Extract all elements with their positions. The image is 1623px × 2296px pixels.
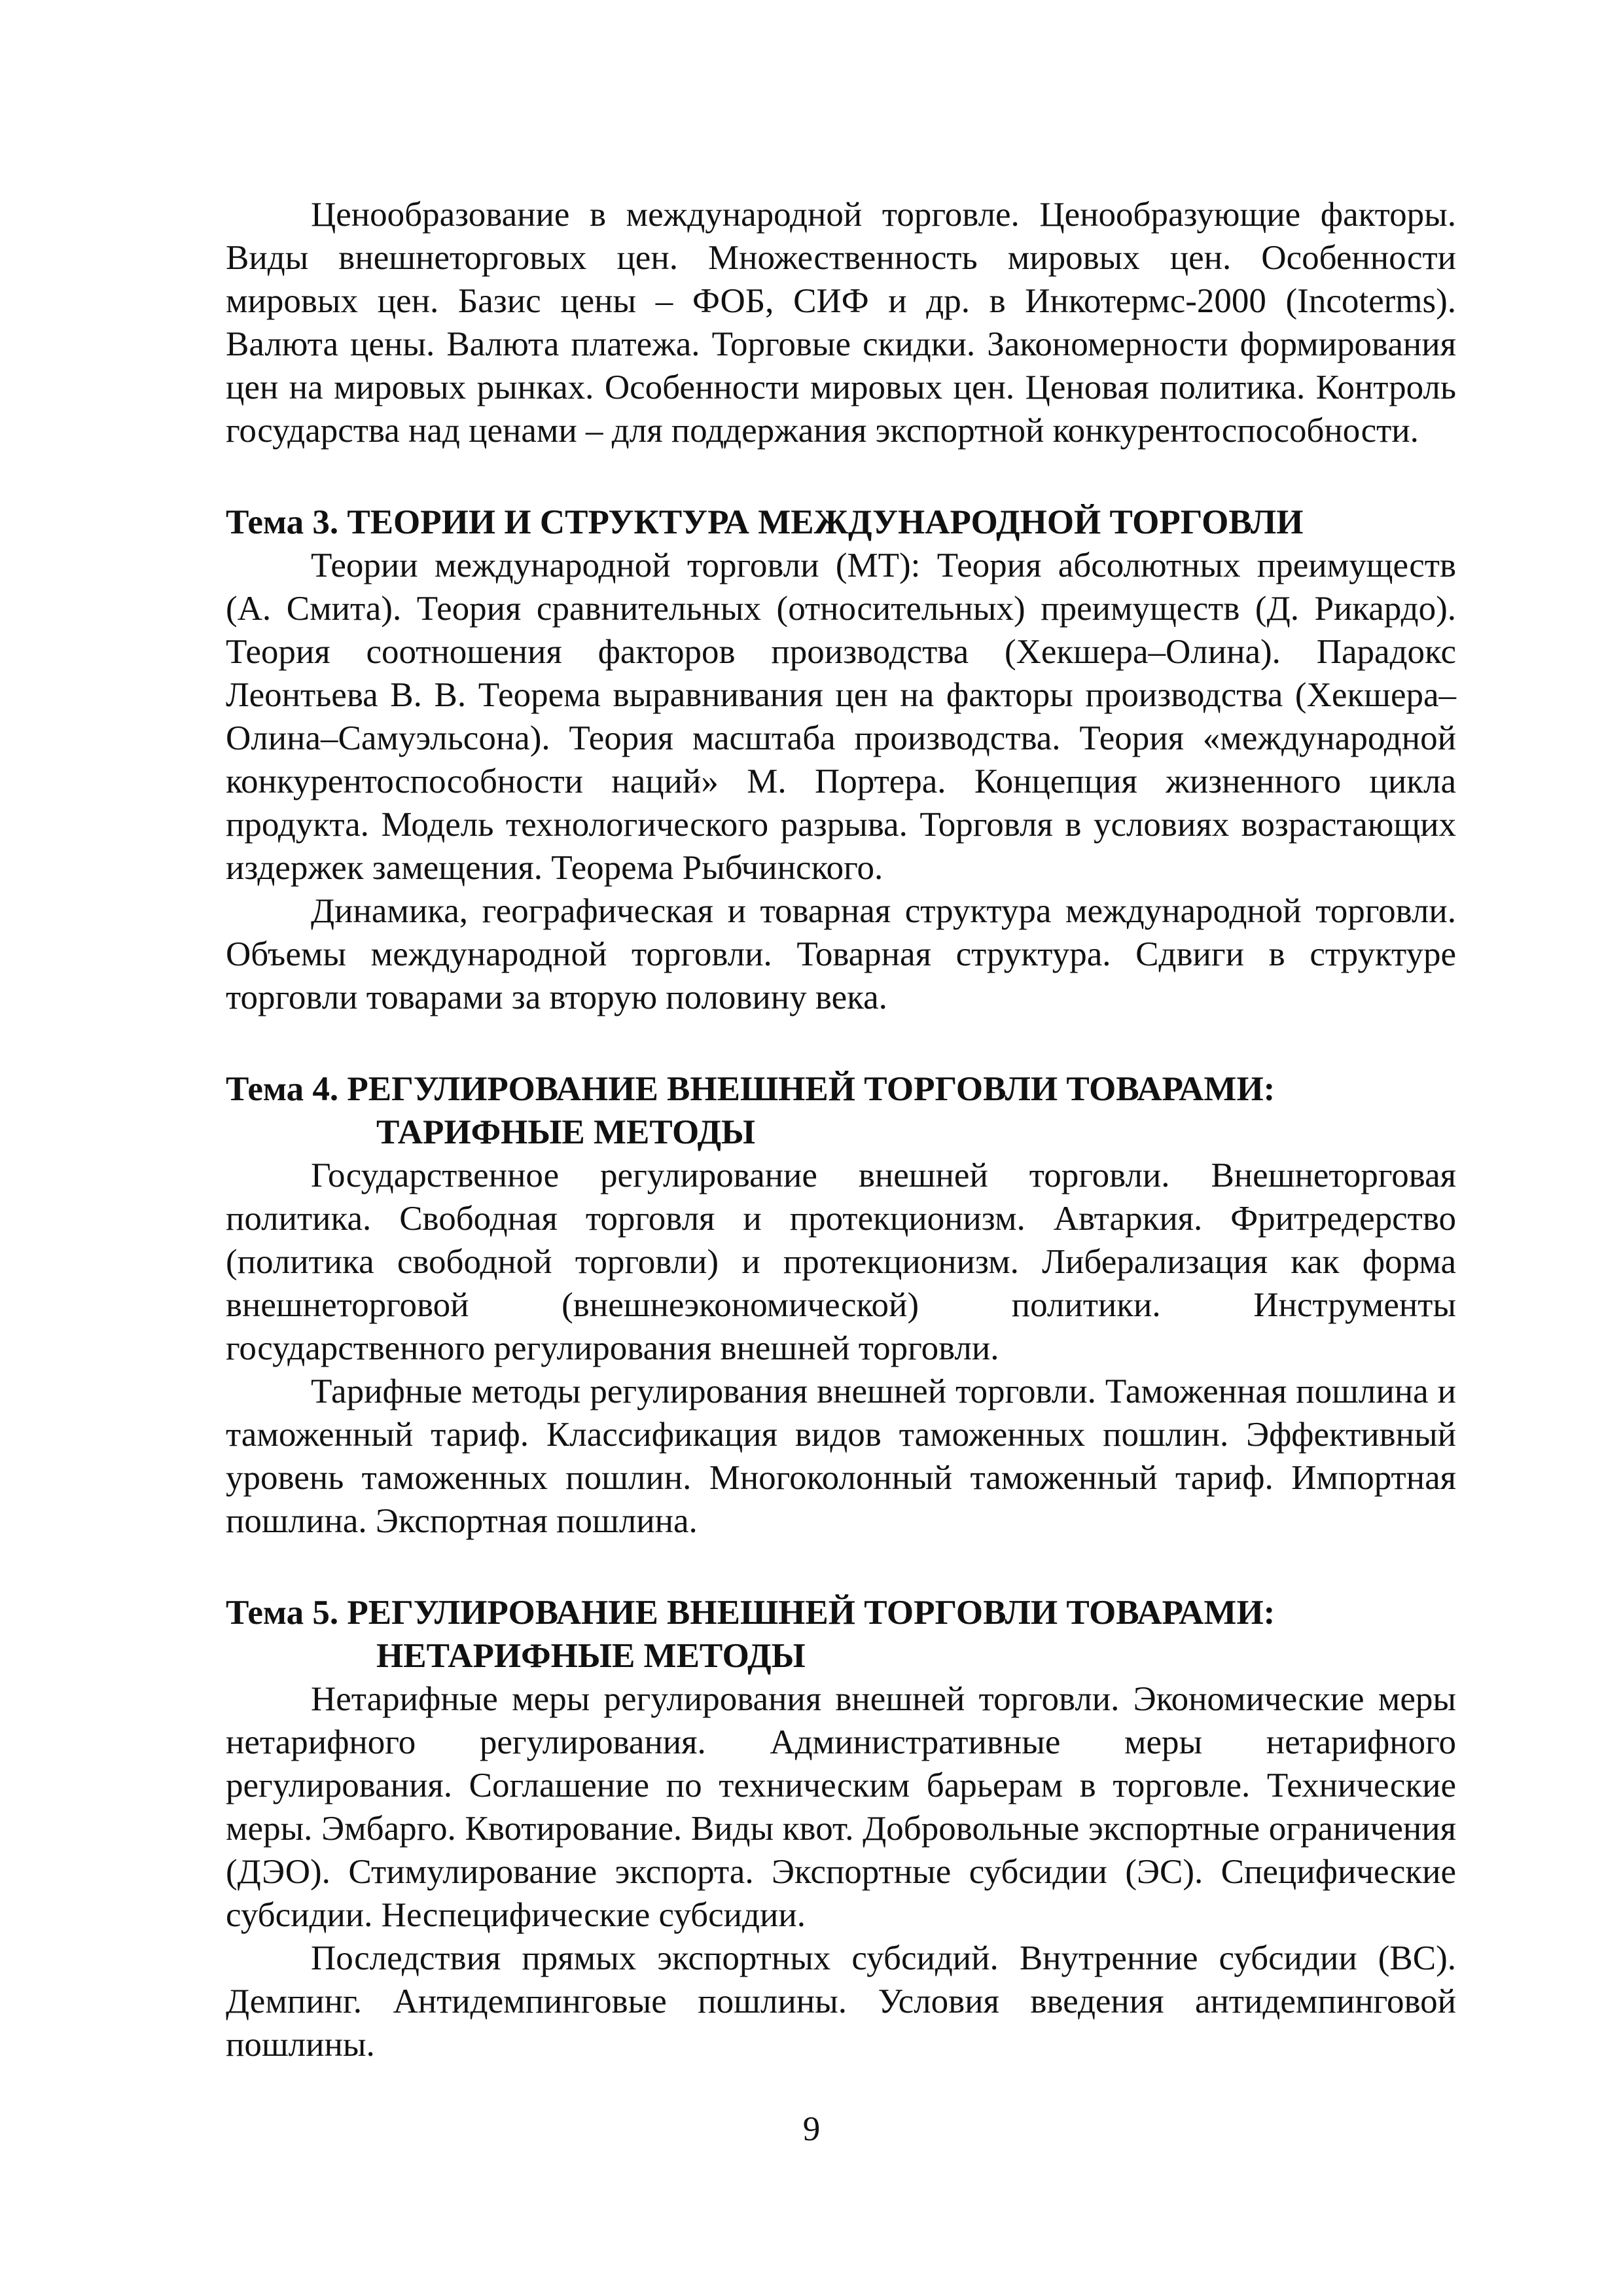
topic-4-heading-line-2: ТАРИФНЫЕ МЕТОДЫ xyxy=(376,1113,756,1151)
topic-5-heading-line-2: НЕТАРИФНЫЕ МЕТОДЫ xyxy=(376,1637,806,1675)
page-number: 9 xyxy=(802,2110,821,2148)
topic-3-paragraph-1: Теории международной торговли (МТ): Теория абсолютных преимуществ (А. Смита). Теория сравнительных (относительных) преимуществ (Д. Рикардо). Теория соотношения факторов производства (Хекшера–Олина). Парадокс Леонтьева В. В. Теорема выравнивания цен на факторы производства (Хекшера–Олина–Самуэльсона). Теория масштаба производства. Теория «международной конкурентоспособности наций» М. Портера. Концепция жизненного цикла продукта. Модель технологического разрыва. Торговля в условиях возрастающих издержек замещения. Теорема Рыбчинского. xyxy=(226,547,1456,887)
topic-5-paragraph-2: Последствия прямых экспортных субсидий. Внутренние субсидии (ВС). Демпинг. Антидемпинговые пошлины. Условия введения антидемпинговой пошлины. xyxy=(226,1939,1456,2064)
spacer xyxy=(226,1543,1456,1591)
topic-3-section xyxy=(226,501,1456,1019)
topic-5-heading-line-1: Тема 5. РЕГУЛИРОВАНИЕ ВНЕШНЕЙ ТОРГОВЛИ ТОВАРАМИ: xyxy=(226,1594,1275,1632)
topic-4-paragraph-2: Тарифные методы регулирования внешней торговли. Таможенная пошлина и таможенный тариф. Классификация видов таможенных пошлин. Эффективный уровень таможенных пошлин. Многоколонный таможенный тариф. Импортная пошлина. Экспортная пошлина. xyxy=(226,1372,1456,1540)
topic-4-section xyxy=(226,1067,1456,1543)
topic-5-paragraph-1: Нетарифные меры регулирования внешней торговли. Экономические меры нетарифного регулирования. Административные меры нетарифного регулирования. Соглашение по техническим барьерам в торговле. Технические меры. Эмбарго. Квотирование. Виды квот. Добровольные экспортные ограничения (ДЭО). Стимулирование экспорта. Экспортные субсидии (ЭС). Специфические субсидии. Неспецифические субсидии. xyxy=(226,1680,1456,1934)
topic-5-section xyxy=(226,1591,1456,2066)
spacer xyxy=(226,1019,1456,1067)
topic-4-paragraph-1: Государственное регулирование внешней торговли. Внешнеторговая политика. Свободная торговля и протекционизм. Автаркия. Фритредерство (политика свободной торговли) и протекционизм. Либерализация как форма внешнеторговой (внешнеэкономической) политики. Инструменты государственного регулирования внешней торговли. xyxy=(226,1157,1456,1367)
topic-3-heading: Тема 3. ТЕОРИИ И СТРУКТУРА МЕЖДУНАРОДНОЙ ТОРГОВЛИ xyxy=(226,503,1304,541)
topic-5-heading xyxy=(226,1591,1456,1677)
topic-3-paragraph-2: Динамика, географическая и товарная структура международной торговли. Объемы международной торговли. Товарная структура. Сдвиги в структуре торговли товарами за вторую половину века. xyxy=(226,892,1456,1016)
intro-paragraph: Ценообразование в международной торговле. Ценообразующие факторы. Виды внешнеторговых цен. Множественность мировых цен. Особенности мировых цен. Базис цены – ФОБ, СИФ и др. в Инкотермс-2000 (Incoterms). Валюта цены. Валюта платежа. Торговые скидки. Закономерности формирования цен на мировых рынках. Особенности мировых цен. Ценовая политика. Контроль государства над ценами – для поддержания экспортной конкурентоспособности. xyxy=(226,196,1456,450)
topic-4-heading xyxy=(226,1067,1456,1154)
spacer xyxy=(226,452,1456,501)
document-page xyxy=(226,193,1456,2066)
topic-4-heading-line-1: Тема 4. РЕГУЛИРОВАНИЕ ВНЕШНЕЙ ТОРГОВЛИ ТОВАРАМИ: xyxy=(226,1070,1275,1108)
